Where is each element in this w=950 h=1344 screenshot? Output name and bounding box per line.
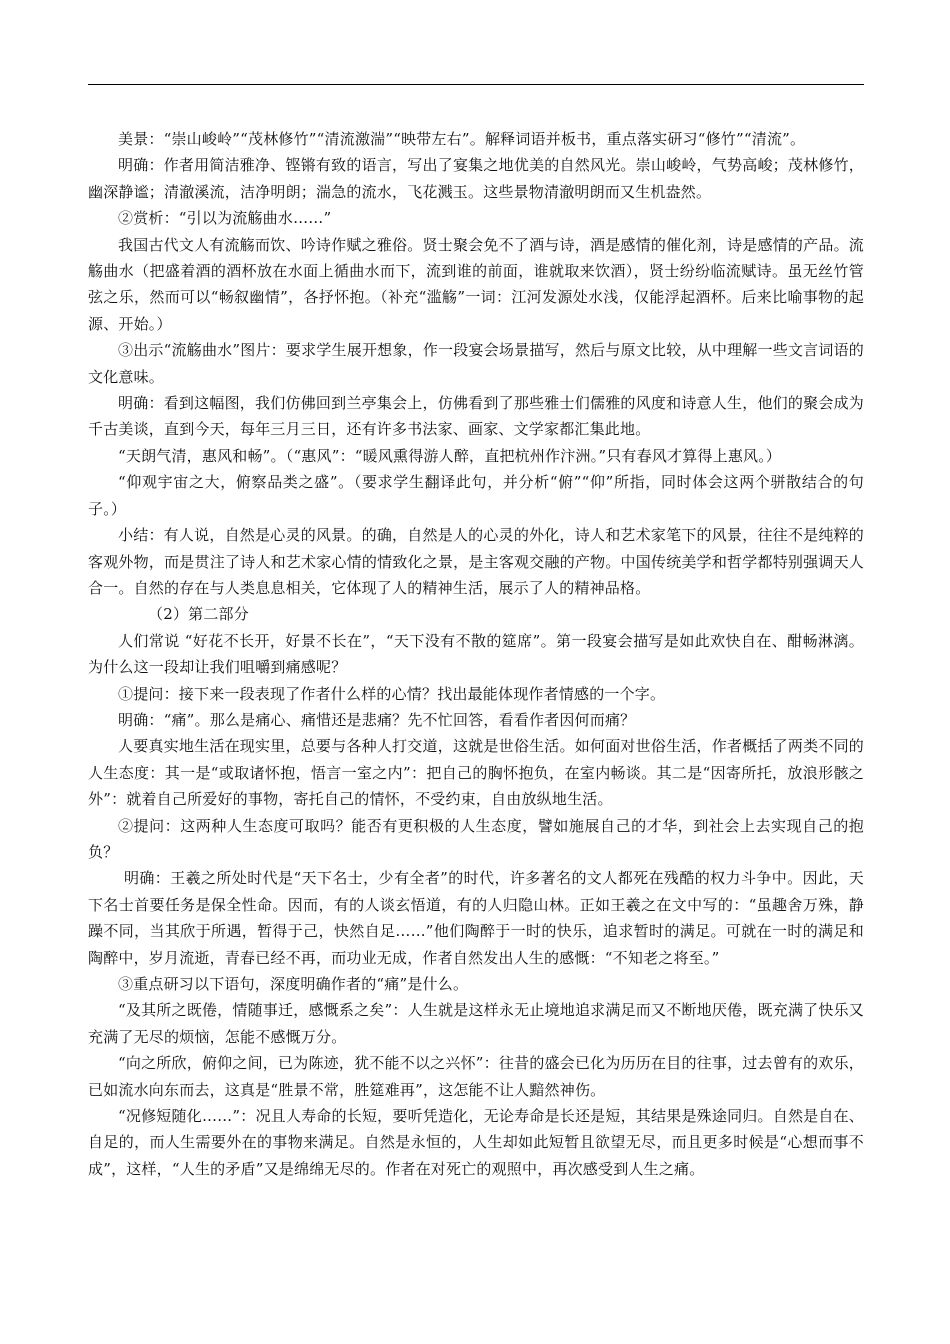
header-rule — [88, 84, 864, 85]
paragraph: 明确：作者用简洁雅净、铿锵有致的语言，写出了宴集之地优美的自然风光。崇山峻岭，气势高峻；茂林修竹，幽深静谧；清澈溪流，洁净明朗；湍急的流水，飞花溅玉。这些景物清澈明朗而又生机盎然。 — [88, 156, 864, 201]
paragraph: ②提问：这两种人生态度可取吗？能否有更积极的人生态度，譬如施展自己的才华，到社会上去实现自己的抱负？ — [88, 816, 864, 861]
paragraph: “况修短随化……”：况且人寿命的长短，要听凭造化，无论寿命是长还是短，其结果是殊途同归。自然是自在、自足的，而人生需要外在的事物来满足。自然是永恒的，人生却如此短暂且欲望无尽，而且更多时候是“心想而事不成”，这样，“人生的矛盾”又是绵绵无尽的。作者在对死亡的观照中，再次感受到人生之痛。 — [88, 1107, 864, 1178]
paragraph: 人要真实地生活在现实里，总要与各种人打交道，这就是世俗生活。如何面对世俗生活，作者概括了两类不同的人生态度：其一是“或取诸怀抱，悟言一室之内”：把自己的胸怀抱负，在室内畅谈。其二是“因寄所托，放浪形骸之外”：就着自己所爱好的事物，寄托自己的情怀，不受约束，自由放纵地生活。 — [88, 737, 864, 809]
paragraph: “向之所欣，俯仰之间，已为陈迹，犹不能不以之兴怀”：往昔的盛会已化为历历在目的往事，过去曾有的欢乐，已如流水向东而去，这真是“胜景不常，胜筵难再”，这怎能不让人黯然神伤。 — [88, 1054, 864, 1099]
paragraph: 明确：王羲之所处时代是“天下名士，少有全者”的时代，许多著名的文人都死在残酷的权力斗争中。因此，天下名士首要任务是保全性命。因而，有的人谈玄悟道，有的人归隐山林。正如王羲之在文中写的：“虽趣舍万殊，静躁不同，当其欣于所遇，暂得于己，快然自足……”他们陶醉于一时的快乐，追求暂时的满足。可就在一时的满足和陶醉中，岁月流逝，青春已经不再，而功业无成，作者自然发出人生的感慨：“不知老之将至。” — [88, 869, 864, 967]
paragraph: 明确：看到这幅图，我们仿佛回到兰亭集会上，仿佛看到了那些雅士们儒雅的风度和诗意人生，他们的聚会成为千古美谈，直到今天，每年三月三日，还有许多书法家、画家、文学家都汇集此地。 — [88, 394, 864, 439]
paragraph: 小结：有人说，自然是心灵的风景。的确，自然是人的心灵的外化，诗人和艺术家笔下的风景，往往不是纯粹的客观外物，而是贯注了诗人和艺术家心情的情致化之景，是主客观交融的产物。中国传统美学和哲学都特别强调天人合一。自然的存在与人类息息相关，它体现了人的精神生活，展示了人的精神品格。 — [88, 526, 864, 597]
paragraph: 明确：“痛”。那么是痛心、痛惜还是悲痛？先不忙回答，看看作者因何而痛？ — [118, 710, 636, 729]
paragraph: 我国古代文人有流觞而饮、吟诗作赋之雅俗。贤士聚会免不了酒与诗，酒是感情的催化剂，诗是感情的产品。流觞曲水（把盛着酒的酒杯放在水面上循曲水而下，流到谁的前面，谁就取来饮酒），贤士纷纷临流赋诗。虽无丝竹管弦之乐，然而可以“畅叙幽情”，各抒怀抱。（补充“滥觞”一词：江河发源处水浅，仅能浮起酒杯。后来比喻事物的起源、开始。） — [88, 235, 864, 333]
document-body — [88, 126, 864, 1182]
paragraph: ②赏析：“引以为流觞曲水……” — [118, 209, 332, 228]
section-heading: （2）第二部分 — [148, 605, 249, 624]
paragraph: “天朗气清，惠风和畅”。（“惠风”：“暖风熏得游人醉，直把杭州作汴洲。”只有春风才算得上惠风。） — [118, 446, 782, 465]
paragraph: ③出示“流觞曲水”图片：要求学生展开想象，作一段宴会场景描写，然后与原文比较，从中理解一些文言词语的文化意味。 — [88, 341, 864, 386]
paragraph: “仰观宇宙之大，俯察品类之盛”。（要求学生翻译此句，并分析“俯”“仰”所指，同时体会这两个骈散结合的句子。） — [88, 473, 864, 518]
paragraph: “及其所之既倦，情随事迁，感慨系之矣”：人生就是这样永无止境地追求满足而又不断地厌倦，既充满了快乐又充满了无尽的烦恼，怎能不感慨万分。 — [88, 1001, 864, 1046]
paragraph: ③重点研习以下语句，深度明确作者的“痛”是什么。 — [118, 975, 469, 993]
paragraph: 人们常说 “好花不长开，好景不长在”，“天下没有不散的筵席”。第一段宴会描写是如此欢快自在、酣畅淋漓。为什么这一段却让我们咀嚼到痛感呢？ — [88, 631, 864, 677]
paragraph: ①提问：接下来一段表现了作者什么样的心情？找出最能体现作者情感的一个字。 — [118, 684, 666, 703]
paragraph: 美景：“崇山峻岭”“茂林修竹”“清流激湍”“映带左右”。解释词语并板书，重点落实研习“修竹”“清流”。 — [118, 130, 806, 148]
